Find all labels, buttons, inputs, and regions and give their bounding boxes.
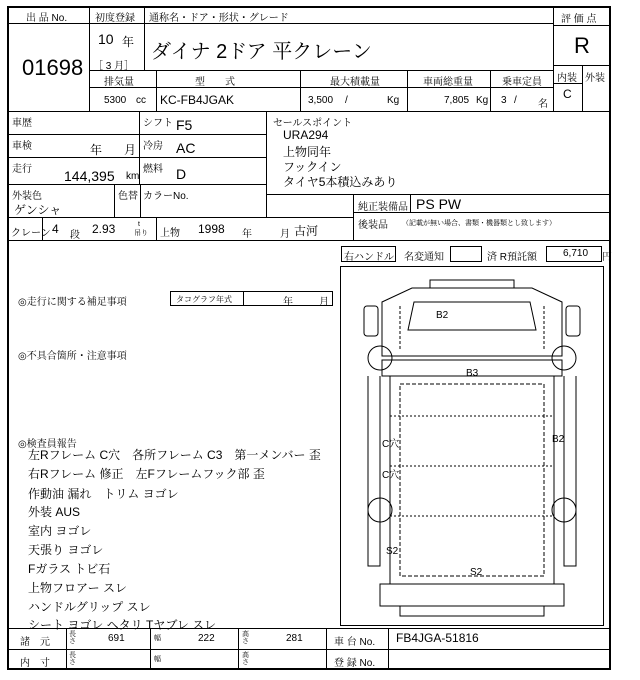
sales-point-item: タイヤ5本積込みあり	[283, 175, 398, 189]
tachograph-year-unit: 年	[283, 297, 293, 308]
history-box	[7, 111, 140, 135]
crane-label: クレーン	[11, 228, 51, 239]
grade-box	[553, 6, 611, 112]
interior-grade: C	[563, 87, 572, 101]
interior-width-label: 幅	[154, 656, 161, 663]
gross-weight-unit: Kg	[476, 95, 489, 106]
inspector-item: 作動油 漏れ トリム ヨゴレ	[28, 487, 179, 501]
color-box	[7, 184, 267, 218]
vehicle-name-label: 通称名・ドア・形状・グレード	[149, 13, 289, 24]
inspector-item: 左Rフレーム C穴 各所フレーム C3 第一メンバー 歪	[28, 448, 321, 462]
inspector-item: 天張り ヨゴレ	[28, 543, 104, 557]
displacement-unit: cc	[136, 95, 146, 106]
mileage-box	[7, 157, 140, 185]
crane-box	[7, 217, 354, 241]
tachograph-month-unit: 月	[319, 297, 329, 308]
aftermarket-note: （記載が無い場合、書類・機器類とし致します）	[402, 220, 556, 227]
aircon-value: AC	[176, 140, 196, 156]
aftermarket-label: 後装品	[358, 220, 388, 231]
diagram-mark: C穴	[382, 439, 400, 450]
inspector-report-label: ◎検査員報告	[18, 439, 77, 450]
shift-box	[139, 111, 267, 135]
driving-notes-label: ◎走行に関する補足事項	[18, 297, 127, 308]
inspector-item: 外装 AUS	[28, 505, 81, 519]
inspection-box	[7, 134, 140, 158]
registration-label: 登 録 No.	[334, 658, 376, 669]
defects-label: ◎不具合箇所・注意事項	[18, 351, 127, 362]
tachograph-box	[170, 291, 333, 306]
inspector-item: 上物フロアー スレ	[28, 581, 127, 595]
equipment-value: PS PW	[416, 196, 462, 212]
diagram-mark: S2	[386, 546, 399, 557]
first-reg-month: ［ 3 月］	[93, 61, 135, 72]
upper-year: 1998	[198, 222, 225, 236]
grade-value: R	[574, 33, 590, 58]
crane-stage-unit: 段	[70, 230, 80, 241]
displacement-value: 5300	[104, 95, 127, 106]
upper-condition: 古河	[294, 224, 319, 238]
capacity-value: 3	[501, 95, 507, 106]
aftermarket-box	[353, 212, 611, 241]
inspector-item: シート ヨゴレ ヘタリ Tヤブレ スレ	[28, 618, 217, 632]
specs-box	[89, 70, 554, 112]
width-value: 222	[198, 633, 215, 644]
diagram-mark: S2	[470, 567, 483, 578]
equipment-label: 純正装備品	[358, 202, 408, 213]
first-reg-year-unit: 年	[122, 35, 135, 49]
interior-length-label: 長さ	[69, 652, 76, 666]
max-load-unit: Kg	[387, 95, 400, 106]
inspection-month-unit: 月	[124, 143, 137, 157]
grade-label: 評 価 点	[561, 14, 597, 25]
tachograph-label: タコグラフ年式	[176, 295, 232, 304]
first-reg-label: 初度登録	[95, 13, 135, 24]
fuel-value: D	[176, 166, 187, 182]
recycle-field	[546, 246, 602, 262]
exterior-grade-label: 外装	[585, 73, 605, 84]
vehicle-name-box	[144, 6, 554, 71]
length-label: 長さ	[69, 631, 76, 645]
lot-label: 出 品 No.	[26, 13, 68, 24]
max-load-value: 3,500	[308, 95, 334, 106]
inspection-label: 車検	[12, 141, 32, 152]
height-value: 281	[286, 633, 303, 644]
upper-year-unit: 年	[242, 229, 252, 240]
shift-value: F5	[176, 117, 193, 133]
crane-tonnage: 2.93	[92, 222, 116, 236]
diagram-mark: B3	[466, 368, 479, 379]
vehicle-name: ダイナ 2ドア 平クレーン	[151, 41, 372, 63]
mileage-label: 走行	[12, 164, 32, 175]
color-change-label: 色替	[118, 191, 138, 202]
max-load-slash: /	[345, 95, 348, 106]
capacity-slash: /	[514, 95, 517, 106]
inspector-item: 室内 ヨゴレ	[28, 524, 92, 538]
sales-point-item: 上物同年	[283, 145, 332, 159]
fuel-label: 燃料	[143, 164, 163, 175]
inspector-item: ハンドルグリップ スレ	[28, 600, 151, 614]
length-value: 691	[108, 633, 125, 644]
chassis-number: FB4JGA-51816	[396, 631, 479, 645]
inspector-item: 右Rフレーム 修正 左Fフレームフック部 歪	[28, 467, 265, 481]
crane-stages: 4	[52, 222, 59, 236]
upper-label: 上物	[160, 228, 180, 239]
model-value: KC-FB4JGAK	[160, 93, 235, 107]
chassis-label: 車 台 No.	[334, 637, 376, 648]
equipment-box	[353, 194, 611, 213]
recycle-amount: 6,710	[563, 248, 589, 259]
first-reg-year: 10	[98, 31, 114, 47]
history-label: 車歴	[12, 118, 32, 129]
inspector-item: Fガラス トビ石	[28, 562, 111, 576]
exterior-color-label: 外装色	[12, 191, 42, 202]
diagram-mark: B2	[436, 310, 449, 321]
interior-height-label: 高さ	[242, 652, 249, 666]
crane-lift-label: 吊り	[134, 230, 148, 237]
recycle-unit: 円	[602, 252, 612, 263]
crane-ton-unit: t	[138, 221, 140, 228]
capacity-label: 乗車定員	[502, 77, 542, 88]
first-reg-box	[89, 6, 145, 71]
diagram-mark: C穴	[382, 470, 400, 481]
recycle-label: 済 R預託額	[487, 252, 537, 263]
mileage-unit: km	[126, 171, 140, 182]
sales-points-box	[266, 111, 611, 195]
steering-box	[341, 246, 396, 262]
name-change-label: 名変通知	[404, 252, 444, 263]
aircon-box	[139, 134, 267, 158]
name-change-field	[450, 246, 482, 262]
aircon-label: 冷房	[143, 141, 163, 152]
color-code-label: カラーNo.	[143, 191, 189, 202]
sales-point-item: URA294	[283, 128, 329, 142]
gross-weight-label: 車両総重量	[423, 77, 473, 88]
fuel-box	[139, 157, 267, 185]
exterior-color-value: ゲンシャ	[14, 203, 62, 217]
model-label: 型 式	[195, 77, 235, 88]
footer-dims-box	[7, 628, 611, 670]
mileage-value: 144,395	[64, 168, 115, 184]
inspection-year-unit: 年	[90, 143, 103, 157]
upper-month-unit: 月	[280, 229, 290, 240]
displacement-label: 排気量	[104, 77, 134, 88]
steering-value: 右ハンドル	[344, 252, 394, 263]
height-label: 高さ	[242, 631, 249, 645]
width-label: 幅	[154, 635, 161, 642]
interior-dims-label: 内 寸	[20, 658, 50, 669]
gross-weight-value: 7,805	[444, 95, 470, 106]
shift-label: シフト	[143, 118, 173, 129]
interior-grade-label: 内装	[557, 73, 577, 84]
max-load-label: 最大積載量	[330, 77, 380, 88]
diagram-mark: B2	[552, 434, 565, 445]
dims-label: 諸 元	[20, 637, 50, 648]
lot-box	[7, 6, 90, 112]
capacity-unit: 名	[538, 99, 548, 110]
lot-number: 01698	[22, 55, 84, 80]
sales-point-item: フックイン	[283, 160, 342, 174]
sales-points-label: セールスポイント	[273, 118, 353, 129]
